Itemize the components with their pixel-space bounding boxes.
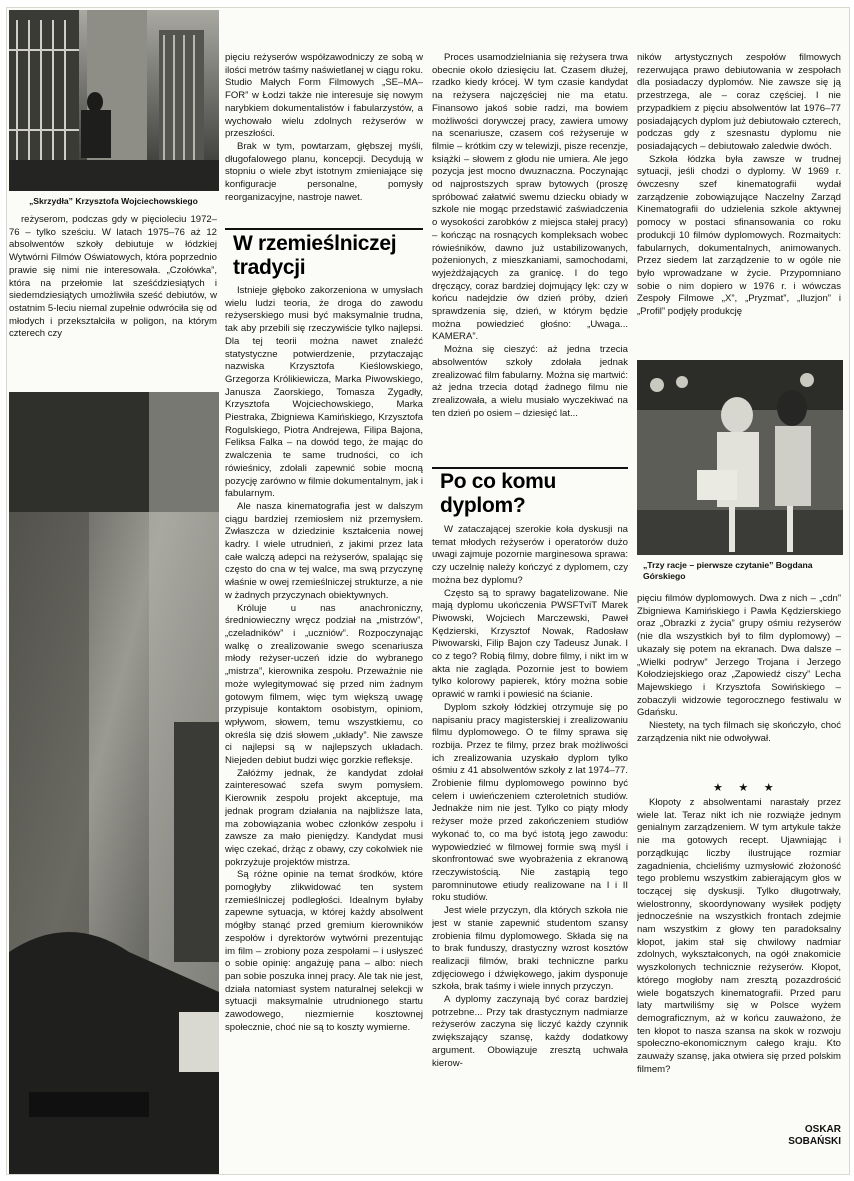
paragraph: Załóżmy jednak, że kandydat zdołał zainteresować szefa swym pomysłem. Kierownik zespołu projekt akceptuje, ma jednak program działania na najbliższe lata, ma zobowiązania wobec członków zespołu i zawsze za mało pieniędzy. Kandydat musi więc czekać, drżąc z obawy, czy cokolwiek nie pokrzyżuje projektów mistrza. [225, 767, 423, 868]
paragraph: Proces usamodzielniania się reżysera trwa obecnie około dziesięciu lat. Czasem dłużej, rzadko kiedy krócej. W tym czasie kandydat na reżysera najczęściej nie ma etatu. Finansowo jakoś sobie radzi, ma bowiem możliwości dorywczej pracy, zawiera umowy na scenariusze, czasem coś reżyseruje w filmie – krótkim czy w telewizji, pisze recenzje, książki – słowem z głodu nie umiera. Ale jego pozycja jest mocno dwuznaczna. Poczynając od najprostszych spraw bytowych (proszę spróbować załatwić swemu dziecku obiady w szkole nie mogąc przedstawić zaświadczenia o wysokości zarobków z miejsca stałej pracy) – kończąc na rosnących kompleksach wobec rówieśników, dawno już ustabilizowanych, pożenionych, z mieszkaniami, samochodami, wyjeżdżających za granicę. I do tego dręczący, coraz bardziej dojmujący lęk: czy w końcu nadejdzie ów dzień próby, dzień sprawdzenia się, dzień, w którym będzie można powiedzieć głośno: „Uwaga... KAMERA”. [432, 52, 628, 343]
heading-rule [432, 467, 628, 469]
photo-skrzydla-image [9, 10, 219, 191]
paragraph: Często są to sprawy bagatelizowane. Nie mają dyplomu ukończenia PWSFTviT Marek Piwowski, Wojciech Marczewski, Paweł Kędzierski, Krzysztof Nowak, Radosław Piwowarski, Filip Bajon czy Tadeusz Junak. I co z tego? Robią filmy, dobre filmy, i nikt im w akta nie zagląda. Pozornie jest to bowiem tylko kolorowy papierek, który można sobie oprawić w ramki i powiesić na ścianie. [432, 587, 628, 701]
column-4-text-top [637, 52, 841, 319]
column-2-text-top [225, 52, 423, 204]
author-first-name: OSKAR [804, 1124, 841, 1135]
column-2-text-bottom [225, 285, 423, 1034]
column-3-text-top [432, 52, 628, 420]
paragraph: pięciu reżyserów współzawodniczy ze sobą w ilości metrów taśmy naświetlanej w ciągu roku. Studio Małych Form Filmowych „SE–MA–FOR” w Łodzi także nie interesuje się nowym narybkiem dokumentalistów i fabularzystów, a wychowało wielu zdolnych reżyserów w przeszłości. [225, 52, 423, 140]
heading-po-co-komu-dyplom: Po co komu dyplom? [440, 470, 557, 517]
paragraph: pięciu filmów dyplomowych. Dwa z nich – „cdn” Zbigniewa Kamińskiego i Pawła Kędzierskiego oraz „Obrazki z życia” grupy ośmiu reżyserów (nie dla wszystkich był to film dyplomowy) – ukazały się potem na ekranach. Dwa dalsze – „Wielki podryw” Jerzego Trojana i Jerzego Kołodziejskiego oraz „Zapowiedź ciszy” Lecha Majewskiego i Krzysztofa Sowińskiego – zobaczyli widzowie tegorocznego festiwalu w Gdańsku. [637, 593, 841, 719]
paragraph: Brak w tym, powtarzam, głębszej myśli, długofalowego planu, koncepcji. Decydują w stopniu o wiele zbyt istotnym zmieniające się konfiguracje personalne, pomysły reorganizacyjne, nastroje nawet. [225, 140, 423, 203]
author-last-name: SOBAŃSKI [788, 1136, 841, 1147]
paragraph: A dyplomy zaczynają być coraz bardziej potrzebne... Przy tak drastycznym nadmiarze reżyserów zaczyna się liczyć każdy czynnik zwiększający szansę, każdy dodatkowy argument. Obowiązuje zresztą uchwała kierow- [432, 994, 628, 1069]
paragraph: ników artystycznych zespołów filmowych rezerwująca prawo debiutowania w zespołach dla posiadaczy dyplomów. Nie zawsze się ją przestrzega, ale – coraz częściej. I nie przypadkiem z pięciu absolwentów lat 1976–77 posiadających dyplom już debiutowało czterech, podczas gdy z szesnastu dyplomu nie posiadających – debiutowało zaledwie dwóch. [637, 52, 841, 152]
photo-trzy-racje [637, 360, 843, 555]
author-signature [737, 1124, 841, 1148]
paragraph: Króluje u nas anachroniczny, średniowieczny wręcz podział na „mistrzów”, „czeladników” i „uczniów”. Rozpoczynając walkę o zrealizowanie swego scenariusza młody reżyser-uczeń idzie do wybranego „mistrza”, kierownika zespołu. Przeważnie nie może wylegitymować się przed nim żadnym gotowym filmem, więc tym większą uwagę przypisuje kontaktom osobistym, opiniom, wpływom, słowem, temu wszystkiemu, co określa się dziś słowem „układy”. Nie zawsze ci najlepsi są w najlepszych układach. Niejeden debiut budzi więc gorzkie refleksje. [225, 602, 423, 767]
paragraph: Dyplom szkoły łódzkiej otrzymuje się po napisaniu pracy magisterskiej i zrealizowaniu filmu dyplomowego. O te filmy sprawa się rozbija. Przez te filmy, przez brak możliwości ich zrealizowania uzyskało dyplom tylko ośmiu z 41 absolwentów szkoły z lat 1974–77. Zrobienie filmu dyplomowego powinno być celem i uwieńczeniem czteroletnich studiów. Jednakże nim nie jest. Tylko co piąty młody reżyser może przed zakończeniem studiów wykonać to, co ma być istotą jego zawodu: wypowiedzieć w filmowej formie swą myśl i skonfrontować swe wyobrażenia z ekranową rzeczywistością. Nie zastąpią tego paromninutowe etiudy realizowane na I i II roku studiów. [432, 701, 628, 904]
paragraph: Można się cieszyć: aż jedna trzecia absolwentów szkoły zdołała jednak zrealizować film fabularny. Można się martwić: aż jedna trzecia dotąd żadnego filmu nie zrealizowała, a wielu musiało wyczekiwać na ten dzień po osiem – dziesięć lat... [432, 344, 628, 419]
photo-trzy-racje-image [637, 360, 843, 555]
heading-w-rzemieslniczej-tradycji: W rzemieślniczej tradycji [233, 232, 397, 279]
photo-skrzydla [9, 10, 219, 191]
caption-skrzydla: „Skrzydła” Krzysztofa Wojciechowskiego [29, 196, 198, 206]
column-4-text-final [637, 797, 841, 1076]
photo-film-set-image [9, 392, 219, 1174]
heading-rule [225, 228, 423, 230]
paragraph: Jest wiele przyczyn, dla których szkoła nie jest w stanie zapewnić studentom szansy zrobienia filmu dyplomowego. Składa się na to brak funduszy, drastyczny wzrost kosztów realizacji filmów, braki techniczne parku zdjęciowego i dźwiękowego, jakim dysponuje szkoła, brak taśmy i wiele innych przyczyn. [432, 905, 628, 993]
paragraph: Istnieje głęboko zakorzeniona w umysłach wielu ludzi teoria, że droga do zawodu reżyserskiego musi być maksymalnie trudna, tak aby przebili się rzeczywiście tylko najlepsi. Dla tej teorii można nawet znaleźć statystyczne potwierdzenie, przytaczając nazwiska Krzysztofa Kieślowskiego, Grzegorza Królikiewicza, Marka Piwowskiego, Janusza Zaorskiego, Tomasza Zygadły, Krzysztofa Wojciechowskiego, Marka Piestraka, Zbigniewa Kamińskiego, Krzysztofa Rogulskiego, Piotra Andrejewa, Filipa Bajona, Feliksa Falka – na dowód tego, że mając do zwalczenia te same trudności, co ich rówieśnicy, zdołali zapewnić sobie mocną pozycję zarówno w filmie dokumentalnym, jak i fabularnym. [225, 285, 423, 500]
paragraph: reżyserom, podczas gdy w pięcioleciu 1972–76 – tylko sześciu. W latach 1975–76 aż 12 absolwentów szkoły debiutuje w łódzkiej Wytwórni Filmów Oświatowych, która poprzednio prawie się nimi nie interesowała. „Czołówka”, która na przełomie lat sześćdziesiątych i siedemdziesiątych umożliwiła sześć debiutów, w ostatnim 5-leciu niemal zupełnie odwróciła się od młodych i przekształciła w poligon, na którym czterech czy [9, 214, 217, 340]
magazine-page [6, 7, 850, 1175]
paragraph: Kłopoty z absolwentami narastały przez wiele lat. Teraz nikt ich nie rozwiąże jednym genialnym zarządzeniem. W tym artykule także nie ma gotowych recept. Ujawniając i porządkując liczby ilustrujące rozmiar zagadnienia, chcieliśmy uzmysłowić złożoność tego problemu wszystkim zabierającym głos w toczącej się dyskusji. Tylko długotrwały, wielostronny, skoordynowany wysiłek podjęty jednocześnie na wszystkich frontach zdejmie nam wszystkim z głowy ten paradoksalny kłopot, jakim stał się chwilowy nadmiar zdolnych, wykształconych, na ogół znakomicie wyszkolonych technicznie reżyserów. Kłopot, którego mogłoby nam zresztą pozazdrościć wiele bogatszych kinematografii. Przed paru laty martwiliśmy się w Polsce wyżem demograficznym, aż w końcu zauważono, że ten kłopot to nasza szansa na skok w rozwoju społeczno-ekonomicznym całego kraju. Kto zauważy szansę, jaka otwiera się przed polskim filmem? [637, 797, 841, 1075]
column-3-text-bottom [432, 524, 628, 1070]
column-4-text-bottom [637, 593, 841, 745]
paragraph: Są różne opinie na temat środków, które pomogłyby zlikwidować ten system rzemieślniczej podległości. Idealnym byłaby zapewne sytuacja, w której każdy absolwent mógłby stanąć przed gremium kierowników zespołów i dyrektorów wytwórni prezentując im film – zrobiony poza zespołami – i usłyszeć o sobie opinię: angażuję pana – albo: niech pan sobie poszuka innej pracy. Ale tak nie jest, działa natomiast system naturalnej selekcji w sytuacji maksymalnie utrudnionego startu zawodowego, niezmiernie kosztownej społecznie, choć nie są to koszty wymierne. [225, 869, 423, 1033]
column-1-text [9, 214, 217, 341]
paragraph: W zataczającej szerokie koła dyskusji na temat młodych reżyserów i operatorów dużo uwagi zajmuje pozornie marginesowa sprawa: czy uczelnię należy kończyć z dyplomem, czy można bez dyplomu? [432, 524, 628, 586]
section-divider-stars: ★ ★ ★ [713, 781, 780, 794]
paragraph: Szkoła łódzka była zawsze w trudnej sytuacji, jeśli chodzi o dyplomy. W 1969 r. ówczesny szef kinematografii wydał zarządzenie zobowiązujące Naczelny Zarząd Kinematografii do udzielenia szkole aktywnej pomocy w postaci sfinansowania co roku produkcji 10 filmów dyplomowych. Rozmaitych: fabularnych, dokumentalnych, animowanych. Przez siedem lat zarządzenie to w ogóle nie było wprowadzane w życie. Przypomniano sobie o nim dopiero w 1976 r. i wówczas Zespoły Filmowe „X”, „Pryzmat”, „Iluzjon” i „Profil” podjęły produkcję [637, 153, 841, 318]
caption-trzy-racje: „Trzy racje – pierwsze czytanie” Bogdana Górskiego [643, 560, 813, 581]
paragraph: Niestety, na tych filmach się skończyło, choć zarządzenia nikt nie odwoływał. [637, 720, 841, 744]
paragraph: Ale nasza kinematografia jest w dalszym ciągu bardziej rzemiosłem niż przemysłem. Zwłaszcza w dziedzinie kształcenia nowej kadry. I wiele utrudnień, z jakimi przez lata całe walczą adepci na reżyserów, spalając się często do cna w tej walce, ma swą przyczynę właśnie w owej rzemieślniczej strukturze, a nie w żadnych przyczynach obiektywnych. [225, 500, 423, 601]
photo-film-set [9, 392, 219, 1174]
